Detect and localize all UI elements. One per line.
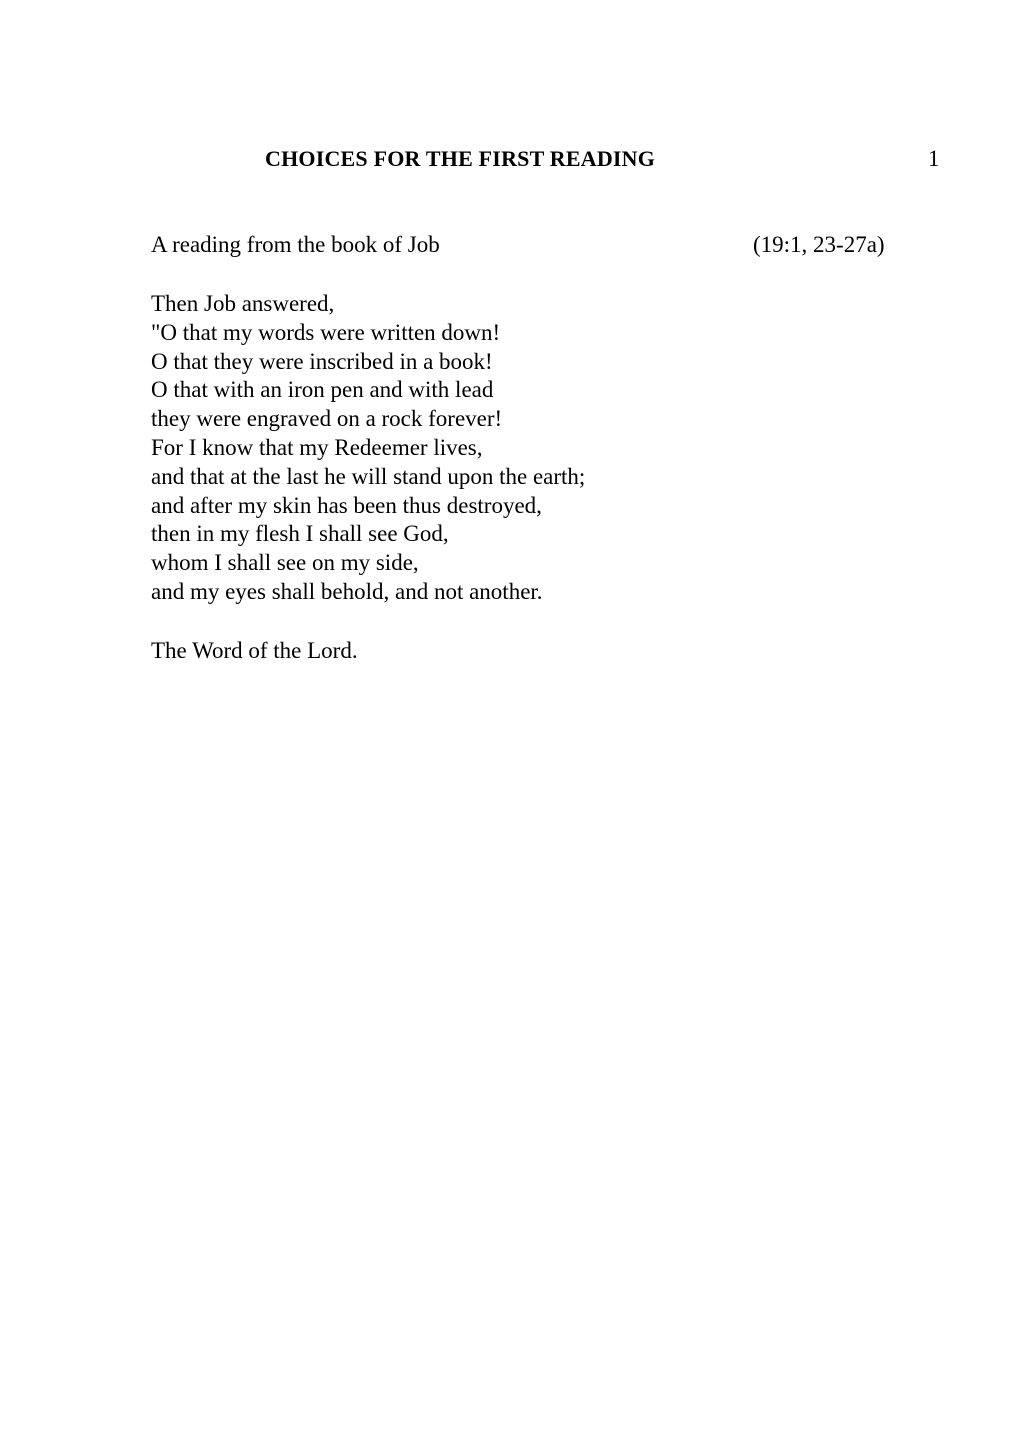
reading-title: A reading from the book of Job [151, 232, 440, 257]
reading-line: and my eyes shall behold, and not another. [151, 578, 543, 604]
reading-line: Then Job answered, [151, 291, 335, 316]
reading-line: and after my skin has been thus destroyed, [151, 492, 542, 518]
reading-line: and that at the last he will stand upon the earth; [151, 463, 586, 489]
page-heading: CHOICES FOR THE FIRST READING [265, 146, 656, 171]
reading-line: For I know that my Redeemer lives, [151, 434, 483, 460]
reading-line: whom I shall see on my side, [151, 550, 419, 576]
reading-line: they were engraved on a rock forever! [151, 406, 503, 432]
reading-line: then in my flesh I shall see God, [151, 521, 449, 547]
reading-text [151, 290, 585, 607]
reading-closing: The Word of the Lord. [151, 638, 358, 663]
page-number: 1 [928, 146, 940, 171]
reading-line: "O that my words were written down! [151, 319, 501, 345]
scripture-citation: (19:1, 23-27a) [753, 232, 885, 257]
reading-line: O that they were inscribed in a book! [151, 348, 493, 374]
reading-line: O that with an iron pen and with lead [151, 377, 494, 403]
